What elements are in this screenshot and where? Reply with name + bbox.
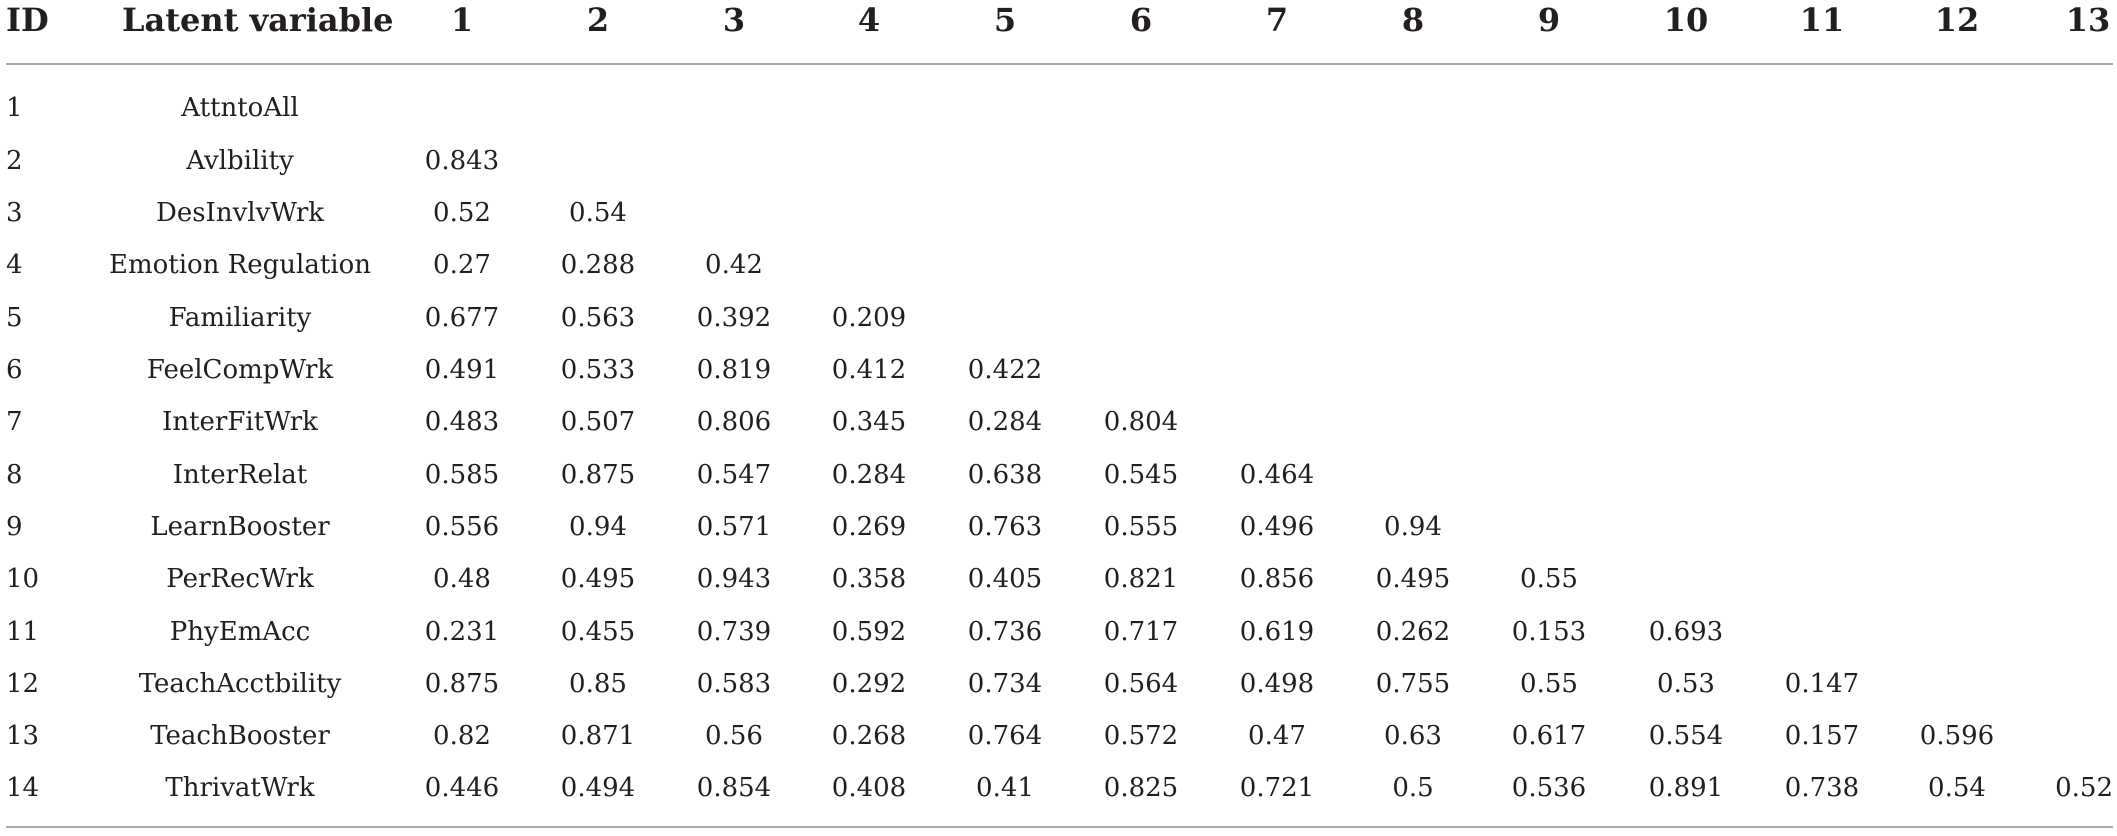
correlation-value: 0.153 [1511,617,1587,647]
correlation-value: 0.464 [1239,460,1315,490]
correlation-value: 0.5 [1392,773,1434,803]
correlation-value: 0.422 [967,355,1043,385]
correlation-value: 0.556 [424,512,500,542]
header-col-6: 6 [1129,1,1153,39]
correlation-value: 0.408 [831,773,907,803]
correlation-value: 0.495 [1375,564,1451,594]
row-id: 12 [6,669,40,699]
correlation-value: 0.446 [424,773,500,803]
row-latent-variable: DesInvlvWrk [155,198,325,228]
correlation-value: 0.94 [569,512,627,542]
correlation-value: 0.262 [1375,617,1451,647]
correlation-value: 0.147 [1784,669,1860,699]
correlation-value: 0.764 [967,721,1043,751]
correlation-value: 0.53 [1657,669,1715,699]
correlation-value: 0.358 [831,564,907,594]
row-latent-variable: TeachAcctbility [138,669,342,699]
correlation-value: 0.721 [1239,773,1315,803]
row-id: 10 [6,564,40,594]
correlation-value: 0.592 [831,617,907,647]
correlation-value: 0.85 [569,669,627,699]
header-col-2: 2 [586,1,610,39]
correlation-value: 0.455 [560,617,636,647]
correlation-value: 0.677 [424,303,500,333]
correlation-value: 0.554 [1648,721,1724,751]
correlation-value: 0.547 [696,460,772,490]
correlation-value: 0.734 [967,669,1043,699]
correlation-value: 0.638 [967,460,1043,490]
row-latent-variable: ThrivatWrk [165,773,315,803]
row-id: 11 [6,617,40,647]
correlation-value: 0.533 [560,355,636,385]
correlation-value: 0.56 [705,721,763,751]
correlation-value: 0.619 [1239,617,1315,647]
correlation-value: 0.55 [1520,669,1578,699]
row-latent-variable: FeelCompWrk [146,355,334,385]
row-latent-variable: Avlbility [186,146,294,176]
correlation-value: 0.52 [2055,773,2113,803]
row-id: 13 [6,721,40,751]
correlation-value: 0.564 [1103,669,1179,699]
correlation-value: 0.269 [831,512,907,542]
header-divider [6,63,2113,65]
correlation-value: 0.42 [705,250,763,280]
header-col-7: 7 [1265,1,1289,39]
header-col-9: 9 [1537,1,1561,39]
correlation-value: 0.292 [831,669,907,699]
correlation-value: 0.268 [831,721,907,751]
correlation-value: 0.804 [1103,407,1179,437]
correlation-value: 0.736 [967,617,1043,647]
row-latent-variable: InterFitWrk [162,407,318,437]
correlation-value: 0.693 [1648,617,1724,647]
row-latent-variable: Emotion Regulation [108,250,372,280]
header-latent-variable: Latent variable [122,1,394,39]
correlation-value: 0.806 [696,407,772,437]
correlation-value: 0.571 [696,512,772,542]
row-latent-variable: TeachBooster [150,721,330,751]
correlation-value: 0.717 [1103,617,1179,647]
row-id: 2 [6,146,23,176]
correlation-value: 0.875 [560,460,636,490]
correlation-value: 0.555 [1103,512,1179,542]
correlation-value: 0.345 [831,407,907,437]
row-id: 7 [6,407,23,437]
correlation-value: 0.596 [1919,721,1995,751]
header-col-8: 8 [1401,1,1425,39]
header-col-4: 4 [857,1,881,39]
row-id: 3 [6,198,23,228]
correlation-value: 0.763 [967,512,1043,542]
row-latent-variable: PhyEmAcc [169,617,311,647]
correlation-value: 0.494 [560,773,636,803]
correlation-value: 0.821 [1103,564,1179,594]
row-id: 9 [6,512,23,542]
header-col-10: 10 [1663,1,1709,39]
correlation-value: 0.483 [424,407,500,437]
correlation-value: 0.47 [1248,721,1306,751]
correlation-value: 0.739 [696,617,772,647]
header-col-11: 11 [1799,1,1845,39]
correlation-value: 0.54 [1928,773,1986,803]
correlation-value: 0.41 [976,773,1034,803]
correlation-value: 0.496 [1239,512,1315,542]
correlation-value: 0.875 [424,669,500,699]
correlation-value: 0.231 [424,617,500,647]
row-latent-variable: PerRecWrk [166,564,314,594]
correlation-value: 0.209 [831,303,907,333]
correlation-value: 0.284 [831,460,907,490]
header-col-1: 1 [450,1,474,39]
correlation-value: 0.392 [696,303,772,333]
row-latent-variable: LearnBooster [150,512,330,542]
correlation-value: 0.491 [424,355,500,385]
correlation-value: 0.55 [1520,564,1578,594]
correlation-value: 0.545 [1103,460,1179,490]
correlation-value: 0.854 [696,773,772,803]
correlation-value: 0.572 [1103,721,1179,751]
row-id: 4 [6,250,23,280]
correlation-value: 0.507 [560,407,636,437]
correlation-value: 0.82 [433,721,491,751]
correlation-value: 0.536 [1511,773,1587,803]
correlation-value: 0.52 [433,198,491,228]
correlation-value: 0.871 [560,721,636,751]
correlation-value: 0.585 [424,460,500,490]
correlation-value: 0.825 [1103,773,1179,803]
correlation-value: 0.288 [560,250,636,280]
correlation-value: 0.738 [1784,773,1860,803]
header-col-5: 5 [993,1,1017,39]
correlation-value: 0.498 [1239,669,1315,699]
row-id: 6 [6,355,23,385]
correlation-value: 0.856 [1239,564,1315,594]
row-latent-variable: AttntoAll [181,93,299,123]
header-id: ID [6,1,49,39]
correlation-value: 0.495 [560,564,636,594]
correlation-value: 0.583 [696,669,772,699]
header-col-3: 3 [722,1,746,39]
row-latent-variable: Familiarity [168,303,312,333]
correlation-value: 0.563 [560,303,636,333]
correlation-value: 0.94 [1384,512,1442,542]
row-id: 1 [6,93,23,123]
correlation-value: 0.891 [1648,773,1724,803]
bottom-divider [6,826,2113,828]
row-id: 8 [6,460,23,490]
correlation-value: 0.755 [1375,669,1451,699]
correlation-value: 0.63 [1384,721,1442,751]
correlation-value: 0.284 [967,407,1043,437]
row-id: 14 [6,773,40,803]
header-col-12: 12 [1934,1,1980,39]
row-latent-variable: InterRelat [172,460,308,490]
correlation-value: 0.843 [424,146,500,176]
correlation-value: 0.617 [1511,721,1587,751]
correlation-value: 0.943 [696,564,772,594]
correlation-value: 0.157 [1784,721,1860,751]
correlation-value: 0.54 [569,198,627,228]
correlation-value: 0.48 [433,564,491,594]
correlation-value: 0.405 [967,564,1043,594]
correlation-value: 0.27 [433,250,491,280]
correlation-value: 0.819 [696,355,772,385]
header-col-13: 13 [2065,1,2111,39]
correlation-value: 0.412 [831,355,907,385]
row-id: 5 [6,303,23,333]
